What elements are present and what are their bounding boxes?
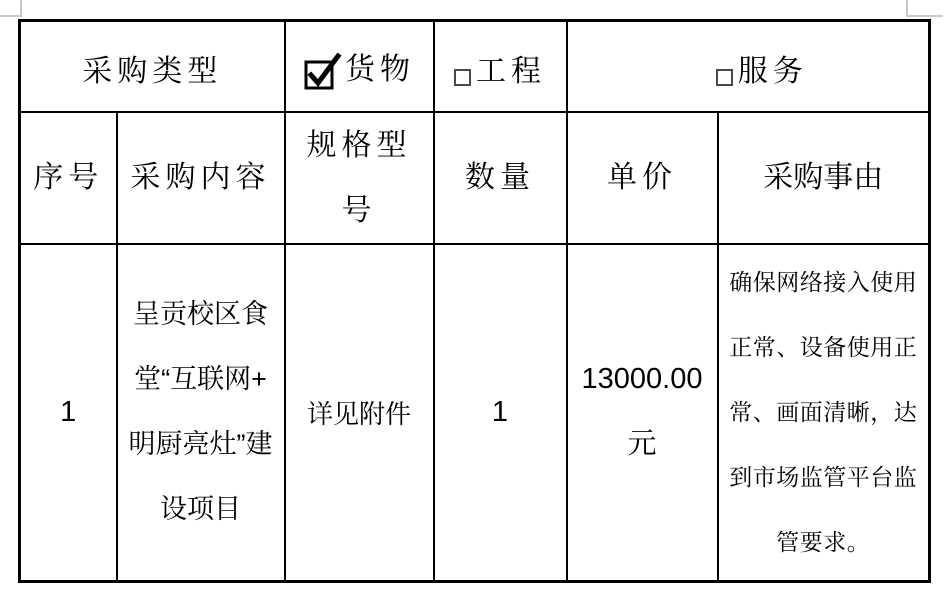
header-unit-price-label: 单价 [607, 161, 677, 194]
header-unit-price [567, 112, 718, 244]
procurement-table-container [18, 19, 931, 583]
cell-content [117, 244, 285, 582]
header-spec [285, 112, 434, 244]
reason-line: 正常、设备使用正 [729, 333, 918, 360]
header-seq [20, 112, 117, 244]
gridline-artifact-top-left-vertical [20, 0, 22, 17]
header-quantity-label: 数量 [465, 161, 535, 194]
procurement-type-label: 采购类型 [82, 54, 223, 88]
cell-option-services [567, 21, 930, 112]
option-goods-label: 货物 [345, 53, 415, 87]
cell-procurement-type-label [20, 21, 285, 112]
table-row [20, 244, 930, 582]
reason-line: 常、画面清晰，达 [729, 398, 918, 425]
cell-option-goods [285, 21, 434, 112]
unit-price-line: 元 [627, 428, 657, 461]
header-reason-label: 采购事由 [763, 161, 884, 194]
cell-quantity [434, 244, 567, 582]
option-works-label: 工程 [476, 54, 546, 88]
gridline-artifact-top-left-horizontal [0, 15, 22, 17]
reason-line: 确保网络接入使用 [729, 268, 918, 295]
header-seq-label: 序号 [33, 161, 104, 194]
reason-line: 到市场监管平台监 [729, 463, 918, 490]
procurement-table [18, 19, 931, 583]
cell-seq [20, 244, 117, 582]
unchecked-checkbox-icon[interactable] [716, 69, 733, 86]
content-line: 明厨亮灶”建 [128, 429, 273, 460]
header-reason [718, 112, 930, 244]
cell-spec [285, 244, 434, 582]
content-line: 堂“互联网+ [134, 364, 267, 395]
header-content [117, 112, 285, 244]
unit-price-line: 13000.00 [581, 363, 703, 396]
option-services-label: 服务 [737, 54, 808, 88]
procurement-type-row [20, 21, 930, 112]
cell-option-works [434, 21, 567, 112]
header-spec-line: 规格型 [306, 128, 412, 162]
checked-checkbox-icon[interactable] [303, 53, 343, 91]
seq-value: 1 [60, 395, 77, 428]
content-line: 呈贡校区食 [133, 299, 268, 330]
column-header-row [20, 112, 930, 244]
gridline-artifact-top-right-horizontal [906, 15, 943, 17]
header-spec-line: 号 [341, 193, 377, 227]
spec-value: 详见附件 [306, 398, 411, 429]
quantity-value: 1 [491, 395, 509, 428]
reason-line: 管要求。 [776, 528, 871, 555]
header-quantity [434, 112, 567, 244]
cell-unit-price [567, 244, 718, 582]
cell-reason [718, 244, 930, 582]
header-content-label: 采购内容 [130, 161, 271, 194]
content-line: 设项目 [160, 494, 241, 525]
unchecked-checkbox-icon[interactable] [454, 69, 471, 86]
